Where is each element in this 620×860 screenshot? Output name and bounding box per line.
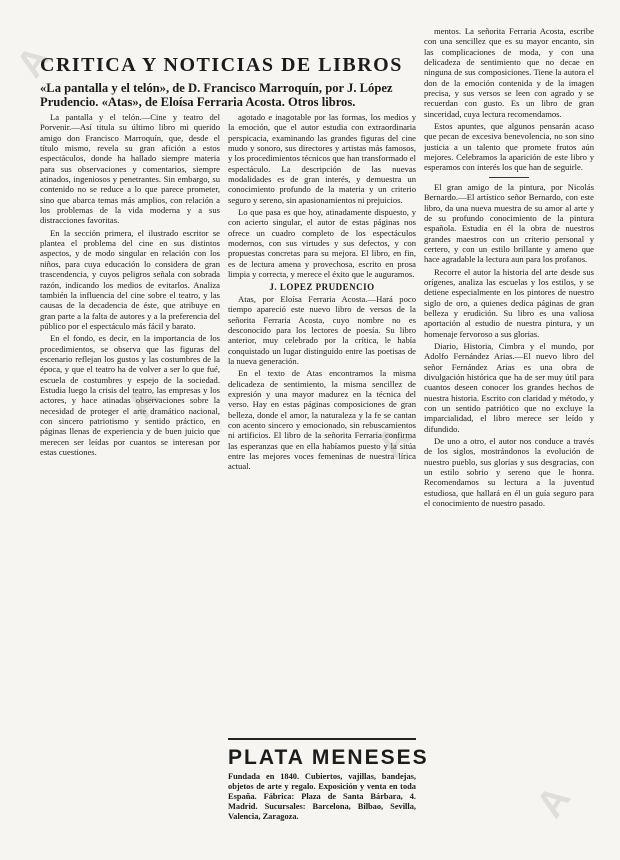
page-title: CRITICA Y NOTICIAS DE LIBROS (40, 54, 403, 76)
article-header (40, 54, 420, 109)
column-middle (228, 112, 416, 732)
review-paragraph: De uno a otro, el autor nos conduce a través de los siglos, mostrándonos la evolución de nuestro pueblo, sus glorias y sus desgracias, con un estilo sobrio y sereno que le honra. Recomendamos su lectura a la juventud estudiosa, que hallará en él un guía seguro para el conocimiento de nuestro pasado. (424, 436, 594, 509)
watermark: A (8, 37, 60, 86)
review-paragraph: mentos. La señorita Ferraria Acosta, escribe con una sencillez que es su mayor encanto, sin las complicaciones de moda, y con una delicadeza de sentimiento que no decae en ninguna de sus composiciones. Tiene la autora el don de la emoción contenida y de la imagen precisa, y sus versos se leen con agrado y se recuerdan con gusto. Es un libro de gran sinceridad, cuya lectura recomendamos. (424, 26, 594, 119)
review-paragraph: Recorre el autor la historia del arte desde sus orígenes, analiza las escuelas y los estilos, y se detiene especialmente en los pintores de nuestro siglo de oro, a quienes dedica páginas de gran belleza y erudición. Su libro es una valiosa aportación al estudio de nuestra pintura, y un homenaje fervoroso a sus glorias. (424, 266, 594, 339)
ad-title: PLATA MENESES (228, 746, 429, 769)
review-paragraph: En la sección primera, el ilustrado escritor se plantea el problema del cine en sus distintos aspectos, y de modo singular en relación con los niños, para cuya educación lo considera de gran trascendencia, y cuyos peligros señala con sobrada razón, indicando los medios de evitarlos. Analiza también la influencia del cine sobre el teatro, y las causas de la decadencia de éste, que atribuye en gran parte a la falta de autores y a la preferencia del público por el espectáculo más fácil y barato. (40, 227, 220, 331)
review-paragraph: En el texto de Atas encontramos la misma delicadeza de sentimiento, la misma sencillez de expresión y una mayor madurez en la técnica del verso. Hay en estas páginas composiciones de gran belleza, donde el amor, la naturaleza y la fe se cantan con acento sincero y emocionado, sin rebuscamientos ni artificios. El libro de la señorita Ferraria confirma las esperanzas que en ella habíamos puesto y la sitúa entre las mejores voces femeninas de nuestra lírica actual. (228, 368, 416, 472)
watermark: A (528, 777, 580, 826)
review-paragraph: En el fondo, es decir, en la importancia de los procedimientos, se observa que las figuras del escenario reflejan los gustos y las costumbres de la época, y que el teatro ha de volver a ser lo que fué, escuela de costumbres y espejo de la sociedad. Estudia luego la crisis del teatro, las empresas y los actores, y hace atinadas observaciones sobre la necesidad de proteger el arte dramático nacional, con sincero patriotismo y sentido práctico, en páginas llenas de experiencia y de buen juicio que merecen ser leídas por cuantos se interesan por estas cuestiones. (40, 333, 220, 457)
watermark: A (118, 377, 170, 426)
advertisement (228, 738, 429, 844)
article-subtitle: «La pantalla y el telón», de D. Francisco Marroquín, por J. López Prudencio. «Atas», de Eloísa Ferraria Acosta. Otros libros. (40, 81, 393, 109)
review-paragraph: Estos apuntes, que algunos pensarán acaso que pecan de excesiva benevolencia, no son sino justicia a un talento que promete frutos aún mejores. Celebramos la aparición de este libro y esperamos con interés los que han de seguirle. (424, 121, 594, 173)
column-right (424, 26, 594, 850)
watermark: A (368, 417, 420, 466)
review-paragraph: Atas, por Eloísa Ferraria Acosta.—Hará poco tiempo apareció este nuevo libro de versos de la señorita Ferraria Acosta, cuyo nombre no es desconocido para los lectores de poesía. Su libro anterior, muy celebrado por la crítica, le había conquistado un lugar distinguido entre las poetisas de la nueva generación. (228, 293, 416, 366)
review-paragraph: agotado e inagotable por las formas, los medios y la emoción, que el autor estudia con extraordinaria perspicacia, examinando las grandes figuras del cine mudo y sonoro, sus directores y artistas más famosos, y los procedimientos técnicos que han transformado el espectáculo. La descripción de las nuevas modalidades es de gran interés, y demuestra un conocimiento profundo de la materia y un criterio seguro y sereno, sin apasionamientos ni prejuicios. (228, 112, 416, 205)
ad-text: Fundada en 1840. Cubiertos, vajillas, bandejas, objetos de arte y regalo. Exposición y venta en toda España. Fábrica: Plaza de Santa Bárbara, 4. Madrid. Sucursales: Barcelona, Bilbao, Sevilla, Valencia, Zaragoza. (228, 772, 416, 821)
review-paragraph: El gran amigo de la pintura, por Nicolás Bernardo.—El artístico señor Bernardo, con este libro, da una nueva muestra de su amor al arte y de su profundo conocimiento de la pintura española. Estudia en él la obra de nuestros grandes maestros con un criterio personal y certero, y con un estilo brillante y ameno que hace agradable la lectura aun para los profanos. (424, 181, 594, 265)
review-paragraph: Lo que pasa es que hoy, atinadamente dispuesto, y con acierto singular, el autor de estas páginas nos ofrece un cuadro completo de los espectáculos modernos, con sus virtudes y sus defectos, y con propuestas concretas para su mejora. El libro, en fin, es de lectura amena y provechosa, escrito en prosa limpia y correcta, y merece el éxito que le auguramos. (228, 207, 416, 280)
section-divider (489, 177, 529, 178)
column-left (40, 112, 220, 854)
review-paragraph: La pantalla y el telón.—Cine y teatro del Porvenir.—Así titula su último libro mi querido amigo don Francisco Marroquín, que, desde el título mismo, revela su gran afición a estos espectáculos, donde ha hallado siempre materia para sus observaciones y comentarios, siempre atinados, ingeniosos y penetrantes. Sin embargo, su contenido no se reduce a lo que parece prometer, sino que abarca temas más amplios, con relación a los problemas de la vida moderna y a sus distracciones favoritas. (40, 112, 220, 226)
review-signature: J. LOPEZ PRUDENCIO (269, 281, 375, 292)
review-paragraph: Diario, Historia, Cimbra y el mundo, por Adolfo Fernández Arias.—El nuevo libro del señor Fernández Arias es una obra de divulgación histórica que ha de ser muy útil para cuantos deseen conocer los grandes hechos de nuestra historia. Escrito con claridad y método, y con un sentido patriótico que no excluye la imparcialidad, el libro merece ser leído y difundido. (424, 340, 594, 434)
